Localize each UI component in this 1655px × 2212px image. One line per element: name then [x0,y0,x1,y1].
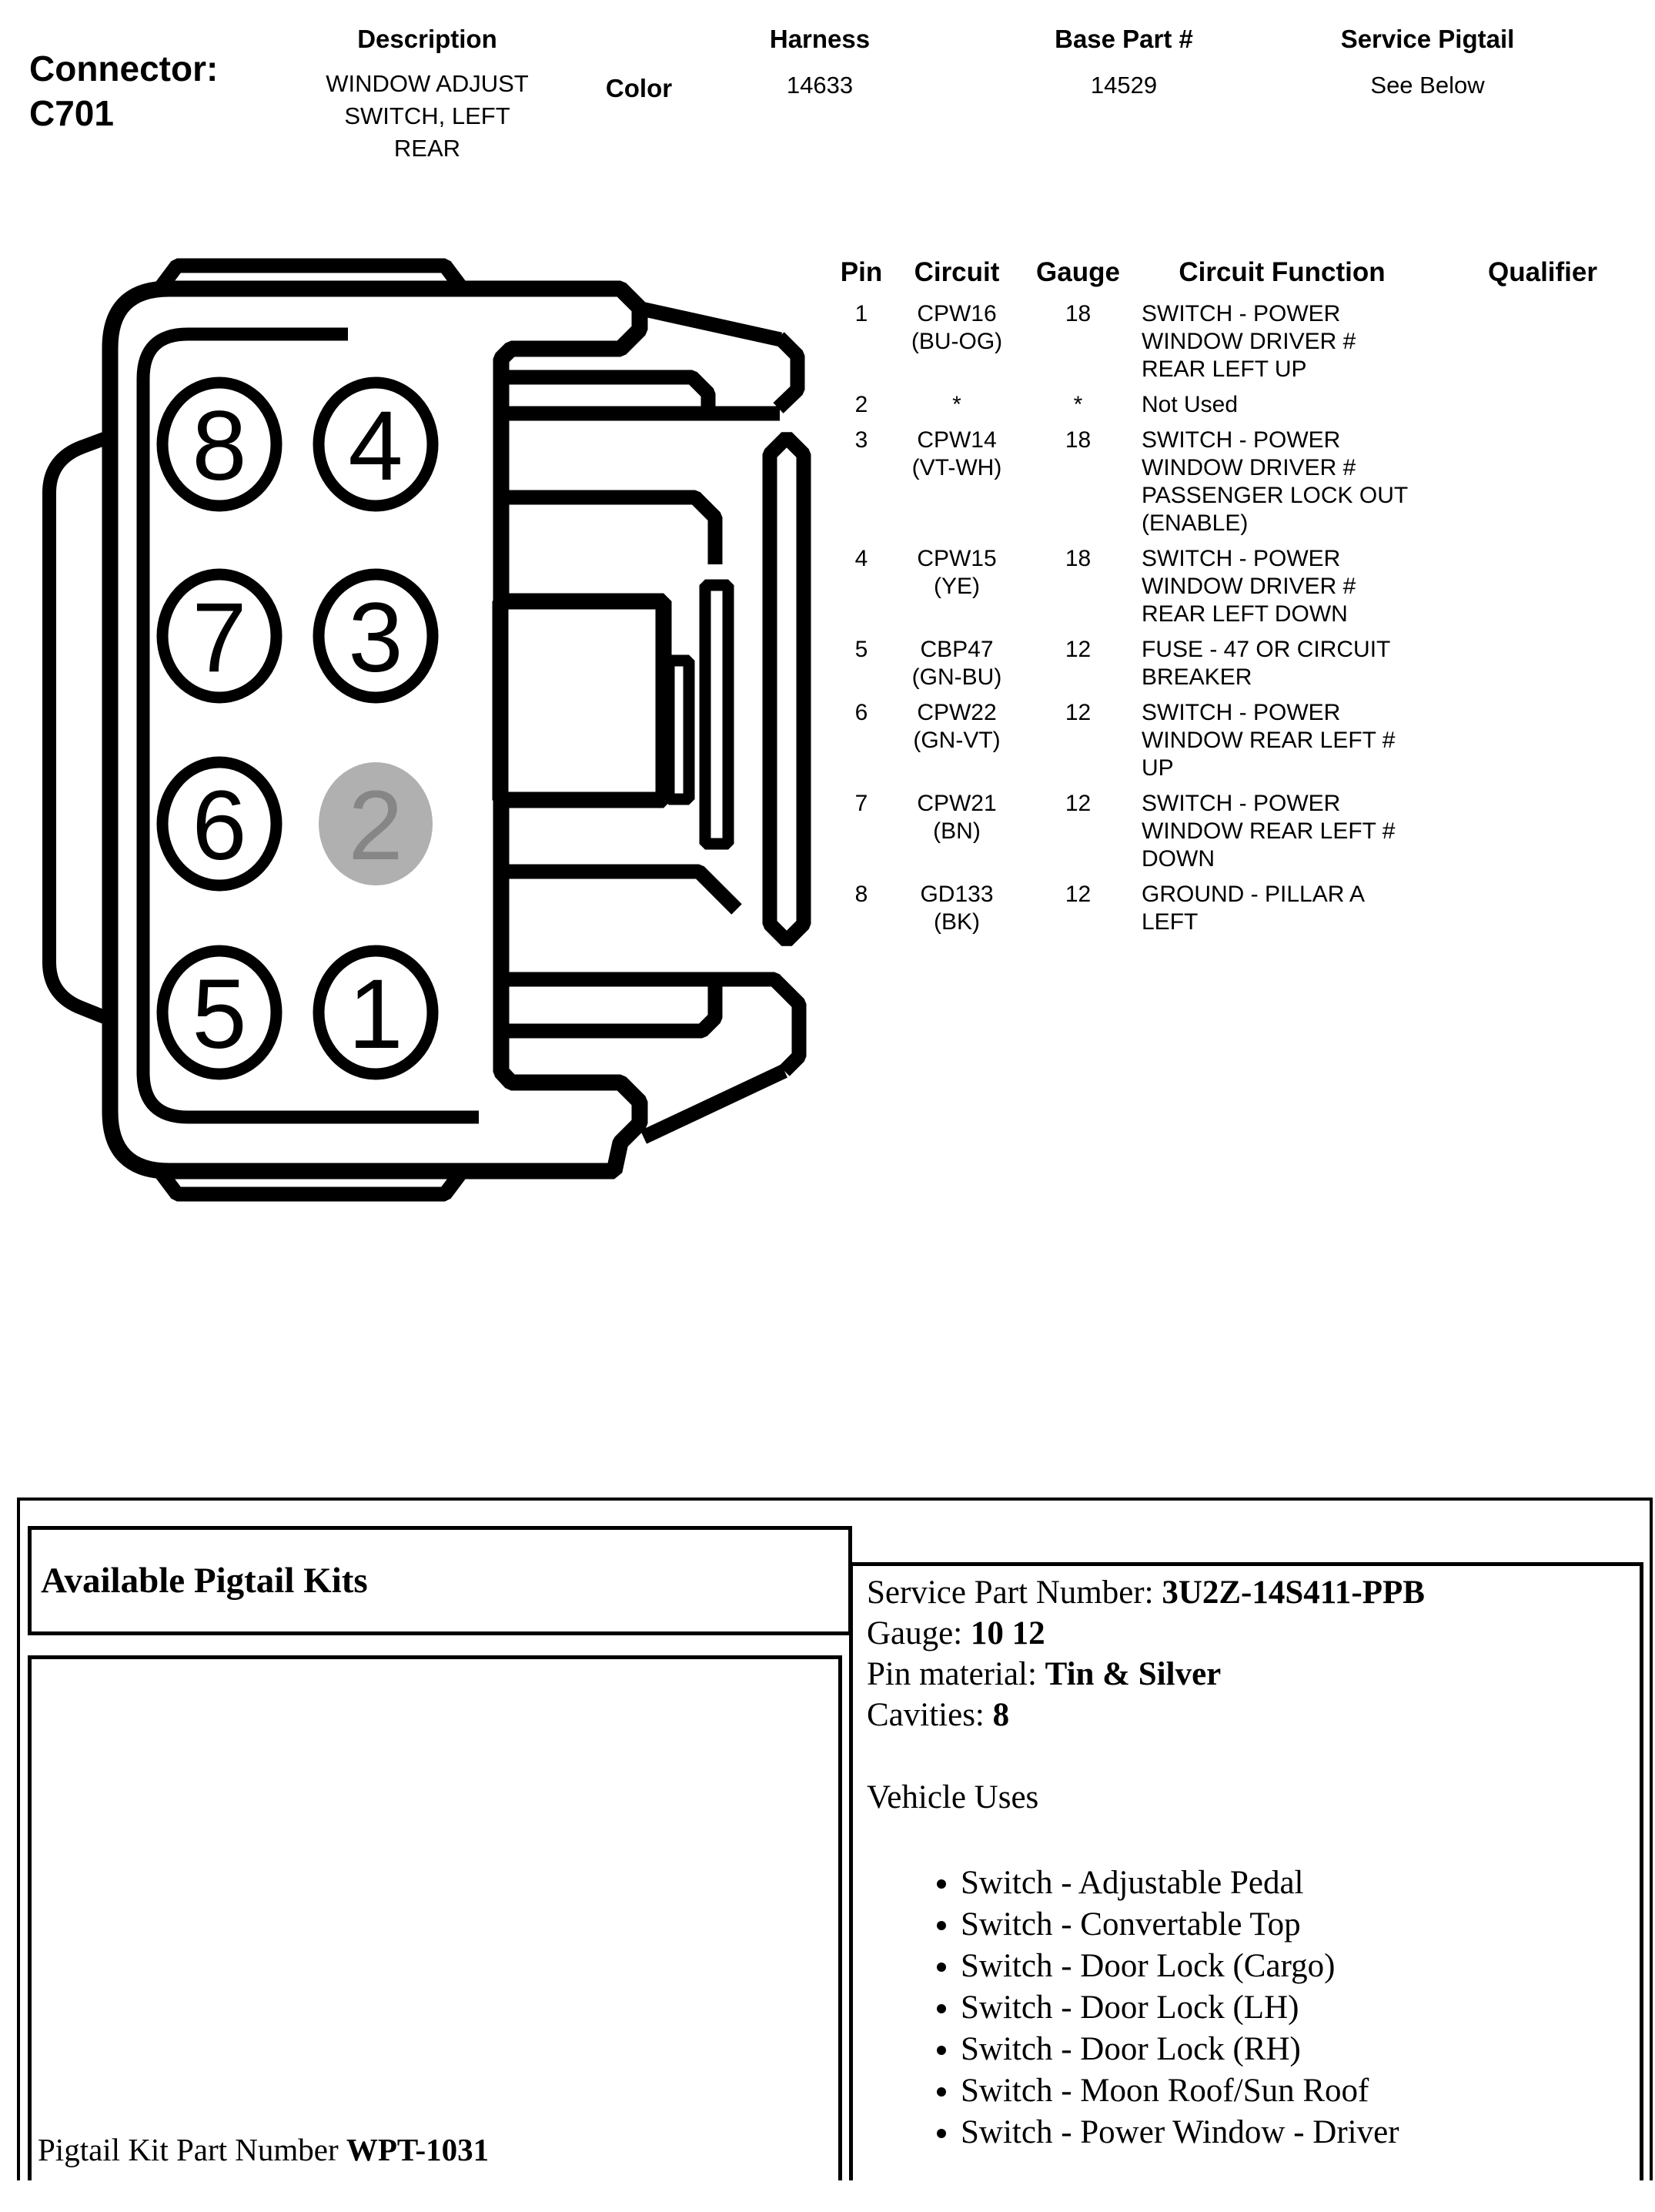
qualifier-cell [1430,699,1655,782]
pin-table-rows [831,300,1655,936]
connector-side-bump [49,437,110,1019]
pin-cell: 1 [854,301,868,326]
vehicle-use-item: • Switch - Door Lock (LH) [961,1987,1632,2029]
gauge-value: 10 12 [970,1615,1045,1651]
latch-bottom-bar [504,986,715,1031]
connector-diagram [31,231,893,1293]
cavities-line [867,1695,1632,1735]
latch-small-rect-a [669,661,689,799]
circuit-cell: CPW21 (BN) [917,791,997,844]
pin-table-row [831,545,1655,628]
circuit-function-cell: SWITCH - POWER WINDOW DRIVER # REAR LEFT DOWN [1142,546,1356,627]
available-pigtail-kits-box [28,1526,852,1635]
qualifier-cell [1430,790,1655,873]
pin-number-label: 6 [192,771,247,881]
vehicle-uses-title: Vehicle Uses [867,1779,1039,1815]
pin-table-header [831,257,1655,288]
circuit-cell: CPW14 (VT-WH) [911,427,1002,480]
pin-number-label: 7 [192,583,247,693]
pin-number-label: 8 [192,391,247,501]
harness-value: 14633 [786,72,854,99]
circuit-cell: CPW15 (YE) [917,546,997,599]
pin-table-row [831,427,1655,537]
qualifier-cell [1430,427,1655,537]
circuit-cell: GD133 (BK) [920,882,994,935]
gauge-line [867,1613,1632,1654]
cavities-value: 8 [992,1697,1010,1733]
circuit-cell: CPW16 (BU-OG) [911,301,1003,354]
pin-table-header-circuit: Circuit [914,257,1000,287]
pin-material-label: Pin material: [867,1656,1037,1692]
vehicle-use-item: • Switch - Door Lock (Cargo) [961,1946,1632,1987]
pin-material-value: Tin & Silver [1045,1656,1222,1692]
pin-material-line [867,1654,1632,1695]
pigtail-kit-part-label: Pigtail Kit Part Number [38,2132,339,2167]
latch-lower-step [504,872,737,909]
gauge-cell: 12 [1065,882,1092,907]
pin-table-row [831,881,1655,936]
pigtail-kit-part-number [38,2131,489,2168]
description-value: WINDOW ADJUST SWITCH, LEFT REAR [326,70,529,162]
latch-top-hook [778,337,797,408]
latch-upper-step [504,497,715,564]
pin-cell: 3 [854,427,868,453]
pin-number-label: 2 [348,771,403,881]
pin-number-label: 3 [348,583,403,693]
pin-table-row [831,699,1655,782]
service-pigtail-value: See Below [1370,72,1485,99]
latch-middle-housing [500,601,664,800]
latch-top-bar [504,377,708,408]
pin-cell: 7 [854,791,868,816]
gauge-cell: 18 [1065,546,1092,571]
available-pigtail-kits-title: Available Pigtail Kits [41,1561,368,1601]
circuit-function-cell: SWITCH - POWER WINDOW REAR LEFT # UP [1142,700,1396,781]
circuit-cell: * [952,392,961,417]
pin-number-label: 1 [348,959,403,1069]
latch-bottom-diagonal [644,1071,784,1137]
cavities-label: Cavities: [867,1697,985,1733]
connector-id: C701 [29,93,114,133]
pin-cell: 5 [854,637,868,662]
pin-number-label: 4 [348,391,403,501]
vehicle-use-item: • Switch - Adjustable Pedal [961,1862,1632,1904]
connector-label: Connector: [29,49,219,89]
circuit-function-cell: SWITCH - POWER WINDOW DRIVER # PASSENGER LOCK OUT (ENABLE) [1142,427,1408,536]
pin-cell: 6 [854,700,868,725]
pin-table-header-function: Circuit Function [1179,257,1386,287]
gauge-cell: 12 [1065,637,1092,662]
circuit-function-cell: Not Used [1142,392,1239,417]
vehicle-use-item: • Switch - Power Window - Driver [961,2112,1632,2153]
service-part-label: Service Part Number: [867,1575,1154,1611]
latch-top-diagonal [641,309,781,340]
gauge-cell: 12 [1065,700,1092,725]
circuit-function-cell: GROUND - PILLAR A LEFT [1142,882,1364,935]
gauge-cell: 18 [1065,301,1092,326]
pin-table-header-gauge: Gauge [1036,257,1120,287]
service-part-value: 3U2Z-14S411-PPB [1162,1575,1425,1611]
latch-right-wall [770,437,804,941]
description-column-header: Description [357,25,497,53]
service-part-box [849,1562,1643,2180]
vehicle-use-item: • Switch - Door Lock (RH) [961,2029,1632,2070]
pin-number-label: 5 [192,959,247,1069]
service-part-number-line [867,1572,1632,1613]
circuit-function-cell: FUSE - 47 OR CIRCUIT BREAKER [1142,637,1390,690]
pigtail-kit-part-value: WPT-1031 [346,2132,490,2167]
latch-small-rect-b [705,585,728,844]
pin-table-row [831,636,1655,691]
harness-column-header: Harness [769,25,871,53]
gauge-cell: 12 [1065,791,1092,816]
gauge-cell: * [1073,392,1083,417]
circuit-cell: CPW22 (GN-VT) [913,700,1001,753]
gauge-label: Gauge: [867,1615,963,1651]
pin-table-header-qualifier: Qualifier [1488,257,1597,287]
color-column-header: Color [605,74,673,102]
qualifier-cell [1430,391,1655,419]
pin-cell: 2 [854,392,868,417]
base-part-column-header: Base Part # [1055,25,1193,53]
connector-title [29,46,218,136]
vehicle-use-item: • Switch - Convertable Top [961,1904,1632,1946]
pin-cell: 8 [854,882,868,907]
pin-table-header-pin: Pin [840,257,883,287]
vehicle-use-item: • Switch - Moon Roof/Sun Roof [961,2070,1632,2112]
pin-table-row [831,391,1655,419]
qualifier-cell [1430,545,1655,628]
circuit-function-cell: SWITCH - POWER WINDOW DRIVER # REAR LEFT UP [1142,301,1356,382]
pin-cell: 4 [854,546,868,571]
circuit-cell: CBP47 (GN-BU) [911,637,1002,690]
gauge-cell: 18 [1065,427,1092,453]
pin-table-row [831,300,1655,383]
qualifier-cell [1430,881,1655,936]
vehicle-uses-list [867,1862,1632,2153]
base-part-value: 14529 [1090,72,1158,99]
pin-table [831,257,1655,944]
qualifier-cell [1430,300,1655,383]
pin-table-row [831,790,1655,873]
pigtail-kit-box [28,1655,842,2180]
qualifier-cell [1430,636,1655,691]
circuit-function-cell: SWITCH - POWER WINDOW REAR LEFT # DOWN [1142,791,1396,872]
service-pigtail-column-header: Service Pigtail [1340,25,1515,53]
